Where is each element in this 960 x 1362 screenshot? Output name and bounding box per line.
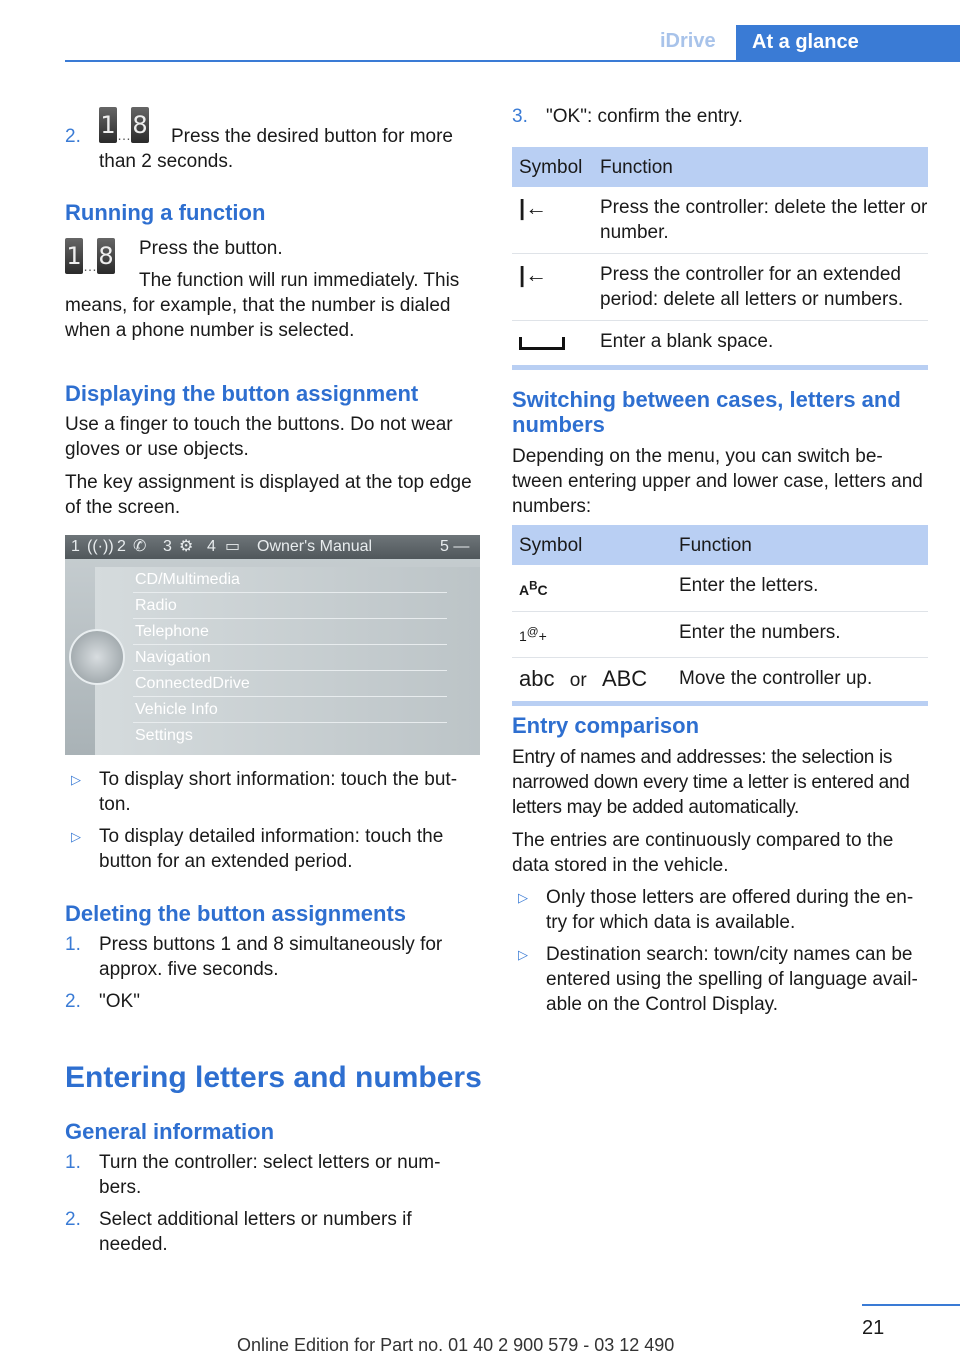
header-section: iDrive bbox=[660, 30, 716, 52]
chapter-heading: Entering letters and numbers bbox=[65, 1061, 482, 1094]
footer-rule bbox=[862, 1304, 960, 1306]
button-assignment-bar: 1 ((·)) 2 ✆ 3 ⚙ 4 ▭ Owner's Manual 5 — bbox=[65, 535, 480, 559]
numbers-mode-icon: 1@+ bbox=[512, 611, 672, 658]
section-heading: Switching between cases, letters and numbers bbox=[512, 387, 901, 437]
symbol-table-1 bbox=[512, 147, 928, 370]
step-number: 2. bbox=[65, 126, 81, 147]
menu-item: Settings bbox=[135, 727, 193, 744]
section-heading: Displaying the button assignment bbox=[65, 381, 419, 406]
section-heading: Deleting the button assignments bbox=[65, 901, 407, 926]
triangle-bullet-icon: ▷ bbox=[518, 947, 528, 962]
section-heading: General information bbox=[65, 1119, 275, 1144]
step-item: 2. "OK" bbox=[65, 991, 140, 1012]
header-tab-label: At a glance bbox=[752, 31, 859, 53]
table-header: Function bbox=[593, 147, 928, 187]
triangle-bullet-icon: ▷ bbox=[71, 772, 81, 787]
gear-icon: ⚙ bbox=[179, 538, 194, 555]
table-row: 1@+ Enter the numbers. bbox=[512, 611, 928, 658]
table-header: Symbol bbox=[512, 525, 672, 565]
car-icon: ▭ bbox=[225, 538, 241, 555]
step-item: 3. "OK": confirm the entry. bbox=[512, 106, 743, 127]
running-text-1: Press the button. bbox=[139, 238, 283, 259]
table-row: abc or ABC Move the controller up. bbox=[512, 658, 928, 702]
delete-arrow-icon: |← bbox=[512, 254, 593, 321]
key-1-to-8-icon: 1…8 bbox=[65, 238, 115, 279]
table-header: Symbol bbox=[512, 147, 593, 187]
running-text-2: The function will run immediately. This bbox=[139, 270, 460, 291]
bullet-item: ▷ To display short information: touch the but‐ton. bbox=[71, 769, 458, 815]
delete-arrow-icon: |← bbox=[512, 187, 593, 254]
symbol-table-2 bbox=[512, 525, 928, 706]
key-1-to-8-icon: 1…8 bbox=[99, 107, 149, 148]
bullet-item: ▷ Destination search: town/city names can be entered using the spelling of language avail‐able on the Control Display. bbox=[518, 944, 918, 1015]
table-header: Function bbox=[672, 525, 928, 565]
edition-note: Online Edition for Part no. 01 40 2 900 579 - 03 12 490 bbox=[237, 1335, 675, 1355]
paragraph: The key assignment is displayed at the top edge of the screen. bbox=[65, 472, 472, 518]
step-item: 1. Press buttons 1 and 8 simultaneously for approx. five seconds. bbox=[65, 934, 443, 980]
header-tab bbox=[736, 25, 960, 61]
menu-item: Vehicle Info bbox=[133, 697, 447, 723]
triangle-bullet-icon: ▷ bbox=[71, 829, 81, 844]
paragraph: The entries are continuously compared to the data stored in the vehicle. bbox=[512, 830, 894, 876]
table-row: Enter a blank space. bbox=[512, 321, 928, 366]
control-display-image bbox=[65, 535, 480, 755]
paragraph: Depending on the menu, you can switch be‐tween entering upper and lower case, letters and numbers: bbox=[512, 446, 923, 517]
space-bar-icon bbox=[512, 321, 593, 366]
section-heading: Running a function bbox=[65, 200, 266, 225]
table-bottom-rule bbox=[512, 365, 928, 370]
table-bottom-rule bbox=[512, 701, 928, 706]
bullet-item: ▷ Only those letters are offered during the en‐try for which data is available. bbox=[518, 887, 914, 933]
paragraph: Use a finger to touch the buttons. Do not wear gloves or use objects. bbox=[65, 414, 453, 460]
paragraph: Entry of names and addresses: the selection is narrowed down every time a letter is entered and letters may be added automatically. bbox=[512, 747, 910, 818]
page-number: 21 bbox=[862, 1317, 885, 1339]
header-rule bbox=[65, 60, 960, 62]
step-item: 2. Select additional letters or numbers if needed. bbox=[65, 1209, 412, 1255]
letters-mode-icon: $A^BC$ bbox=[512, 565, 672, 611]
case-toggle-icon: abc or ABC bbox=[519, 666, 648, 692]
running-text-3: means, for example, that the number is dialed when a phone number is selected. bbox=[65, 295, 451, 341]
controller-icon bbox=[69, 629, 125, 685]
table-row: |← Press the controller: delete the letter or number. bbox=[512, 187, 928, 254]
bullet-item: ▷ To display detailed information: touch the button for an extended period. bbox=[71, 826, 444, 872]
menu-item: Navigation bbox=[133, 645, 447, 671]
section-heading: Entry comparison bbox=[512, 713, 700, 738]
menu-item: ConnectedDrive bbox=[133, 671, 447, 697]
step-item: 1. Turn the controller: select letters or num‐bers. bbox=[65, 1152, 441, 1198]
phone-icon: ✆ bbox=[133, 538, 147, 555]
table-row: $A^BC$ Enter the letters. bbox=[512, 565, 928, 611]
triangle-bullet-icon: ▷ bbox=[518, 890, 528, 905]
step-text: Press the desired button for more than 2 seconds. bbox=[99, 126, 453, 172]
menu-item: CD/Multimedia bbox=[133, 567, 447, 593]
signal-icon: ((·)) bbox=[87, 538, 114, 555]
menu-item: Radio bbox=[133, 593, 447, 619]
menu-item: Telephone bbox=[133, 619, 447, 645]
table-row: |← Press the controller for an extended period: delete all letters or numbers. bbox=[512, 254, 928, 321]
